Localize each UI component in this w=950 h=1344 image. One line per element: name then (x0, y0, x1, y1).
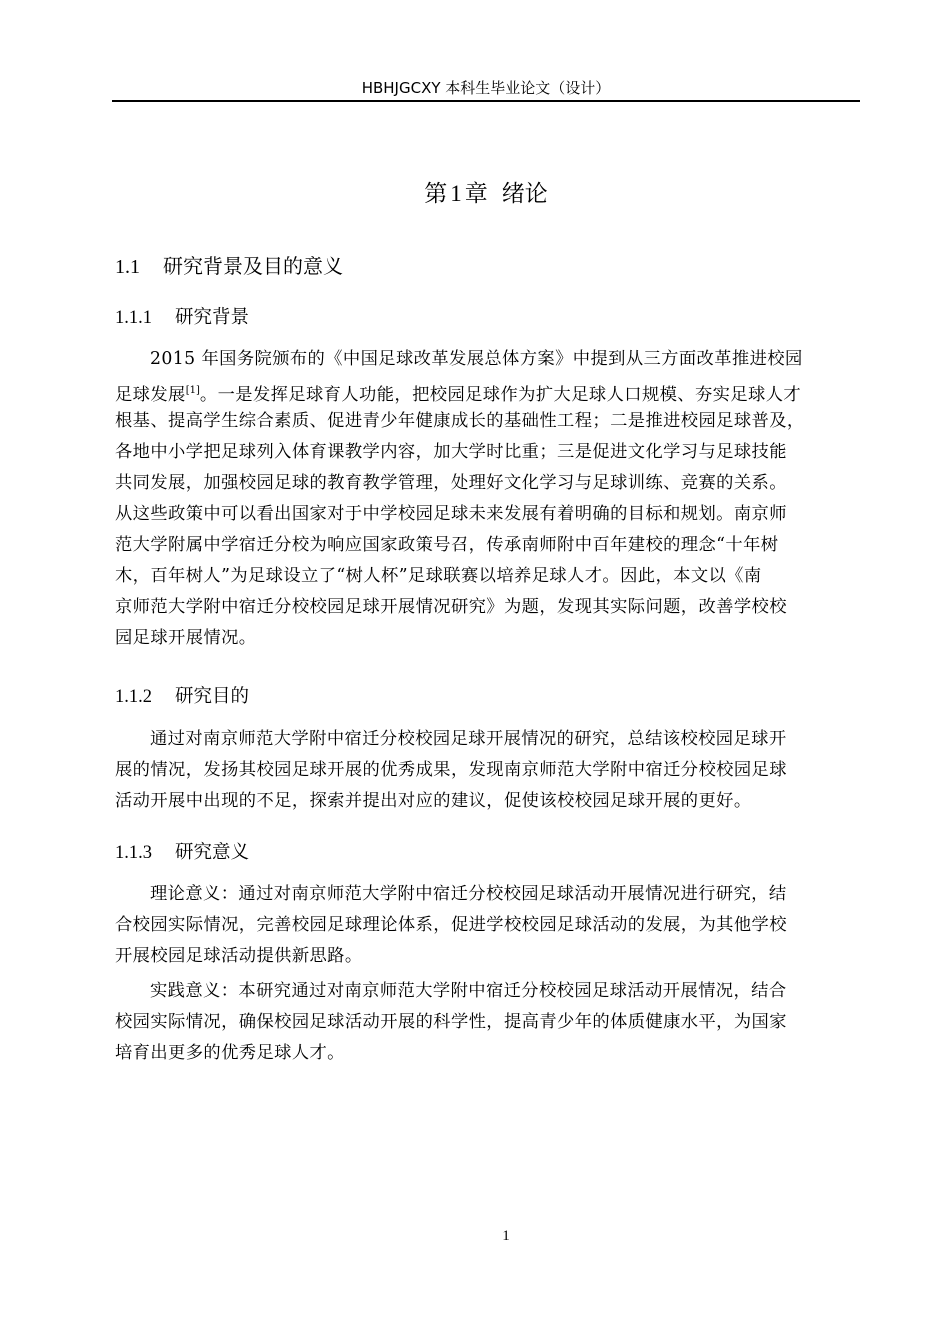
paragraph-line: 共同发展，加强校园足球的教育教学管理，处理好文化学习与足球训练、竞赛的关系。 (115, 473, 787, 493)
paragraph-line: 合校园实际情况，完善校园足球理论体系，促进学校校园足球活动的发展，为其他学校 (115, 915, 787, 935)
paragraph-line: 各地中小学把足球列入体育课教学内容，加大学时比重；三是促进文化学习与足球技能 (115, 442, 787, 462)
chapter-prefix: 第 (424, 181, 448, 207)
section-number: 1.1.2 (115, 687, 152, 707)
section-number: 1.1.1 (115, 308, 152, 328)
paragraph-line: 活动开展中出现的不足，探索并提出对应的建议，促使该校校园足球开展的更好。 (115, 791, 752, 811)
running-header: HBHJGCXY 本科生毕业论文（设计） (361, 79, 611, 97)
citation-ref[interactable]: [1] (185, 385, 200, 396)
paragraph-line: 园足球开展情况。 (115, 628, 257, 648)
section-title: 研究背景及目的意义 (163, 254, 343, 278)
section-number: 1.1 (115, 256, 140, 278)
paragraph-line: 实践意义：本研究通过对南京师范大学附中宿迁分校校园足球活动开展情况，结合 (150, 981, 787, 1001)
section-title: 研究目的 (175, 686, 250, 707)
text-run: 足球发展 (115, 385, 186, 405)
section-heading-1-1-2 (115, 683, 249, 711)
paragraph-line: 根基、提高学生综合素质、促进青少年健康成长的基础性工程；二是推进校园足球普及， (115, 411, 805, 431)
paragraph-line: 范大学附属中学宿迁分校为响应国家政策号召，传承南师附中百年建校的理念“十年树 (115, 535, 779, 555)
paragraph-line: 通过对南京师范大学附中宿迁分校校园足球开展情况的研究，总结该校校园足球开 (150, 729, 787, 749)
paragraph-line: 2015 年国务院颁布的《中国足球改革发展总体方案》中提到从三方面改革推进校园 (150, 349, 803, 369)
section-title: 研究背景 (175, 307, 250, 328)
text-run: 。一是发挥足球育人功能，把校园足球作为扩大足球人口规模、夯实足球人才 (199, 385, 802, 405)
paragraph-line: 展的情况，发扬其校园足球开展的优秀成果，发现南京师范大学附中宿迁分校校园足球 (115, 760, 787, 780)
header-rule (112, 100, 860, 102)
chapter-title (112, 178, 860, 210)
paragraph-line: 从这些政策中可以看出国家对于中学校园足球未来发展有着明确的目标和规划。南京师 (115, 504, 787, 524)
chapter-suffix: 章 (464, 181, 488, 207)
section-heading-1-1-3 (115, 839, 249, 867)
paragraph-line: 京师范大学附中宿迁分校校园足球开展情况研究》为题，发现其实际问题，改善学校校 (115, 597, 787, 617)
chapter-number: 1 (450, 181, 462, 206)
paragraph-line: 培育出更多的优秀足球人才。 (115, 1043, 345, 1063)
page-number: 1 (502, 1228, 510, 1244)
section-heading-1-1-1 (115, 304, 249, 332)
paragraph-line: 木，百年树人”为足球设立了“树人杯”足球联赛以培养足球人才。因此，本文以《南 (115, 566, 762, 586)
section-title: 研究意义 (175, 842, 250, 863)
section-number: 1.1.3 (115, 843, 152, 863)
paragraph-line: 开展校园足球活动提供新思路。 (115, 946, 363, 966)
section-heading-1-1 (115, 252, 343, 281)
paragraph-line: 理论意义：通过对南京师范大学附中宿迁分校校园足球活动开展情况进行研究，结 (150, 884, 787, 904)
chapter-name: 绪论 (501, 181, 548, 207)
paragraph-line: 校园实际情况，确保校园足球活动开展的科学性，提高青少年的体质健康水平，为国家 (115, 1012, 787, 1032)
